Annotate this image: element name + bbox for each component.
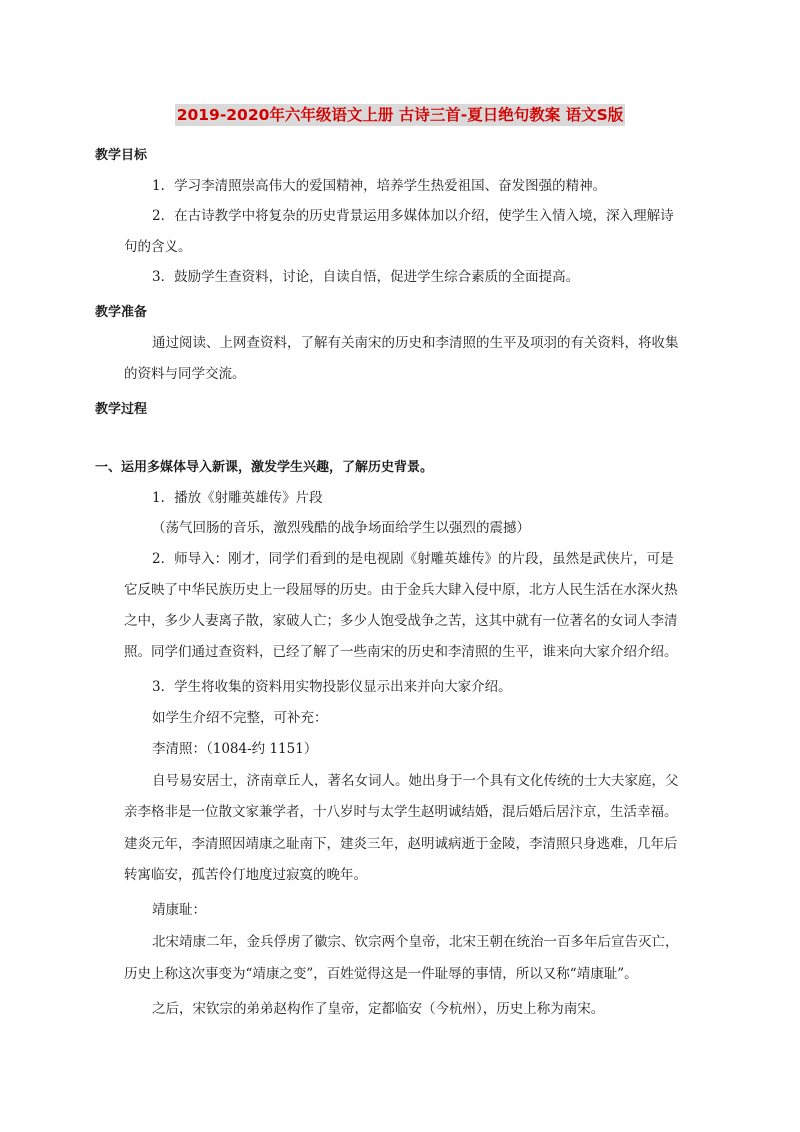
prep-line-1: 通过阅读、上网查资料，了解有关南宋的历史和李清照的生平及项羽的有关资料，将收集 (152, 335, 679, 351)
body-line: 转寓临安，孤苦伶仃地度过寂寞的晚年。 (124, 867, 367, 883)
heading-goals: 教学目标 (95, 148, 148, 163)
goal-line-1: 1．学习李清照崇高伟大的爱国精神，培养学生热爱祖国、奋发图强的精神。 (152, 178, 607, 194)
body-line: 之后，宋钦宗的弟弟赵构作了皇帝，定都临安（今杭州），历史上称为南宋。 (152, 1001, 605, 1017)
body-line: 李清照：（1084-约 1151） (152, 741, 318, 757)
body-line: 1．播放《射雕英雄传》片段 (152, 490, 323, 506)
body-line: 3．学生将收集的资料用实物投影仪显示出来并向大家介绍。 (152, 679, 512, 695)
goal-line-3: 句的含义。 (124, 239, 192, 255)
body-line: 北宋靖康二年，金兵俘虏了徽宗、钦宗两个皇帝，北宋王朝在统治一百多年后宣告灭亡， (152, 934, 679, 950)
heading-process: 教学过程 (95, 402, 148, 417)
body-line: 建炎元年，李清照因靖康之耻南下，建炎三年，赵明诚病逝于金陵，李清照只身逃难，几年后 (124, 836, 678, 852)
title-wrap (0, 104, 800, 126)
goal-line-2: 2．在古诗教学中将复杂的历史背景运用多媒体加以介绍，使学生入情入境，深入理解诗 (152, 208, 674, 224)
body-line: 照。同学们通过查资料，已经了解了一些南宋的历史和李清照的生平，谁来向大家介绍介绍。 (124, 644, 678, 660)
prep-line-2: 的资料与同学交流。 (124, 366, 246, 382)
body-line: 如学生介绍不完整，可补充： (152, 710, 328, 726)
heading-prep: 教学准备 (95, 305, 148, 320)
body-line: 2．师导入：刚才，同学们看到的是电视剧《射雕英雄传》的片段，虽然是武侠片，可是 (152, 551, 674, 567)
body-line: 它反映了中华民族历史上一段屈辱的历史。由于金兵大肆入侵中原，北方人民生活在水深火热 (124, 582, 678, 598)
body-line: （荡气回肠的音乐，激烈残酷的战争场面给学生以强烈的震撼） (152, 520, 530, 536)
body-line: 靖康耻： (152, 902, 206, 918)
body-line: 亲李格非是一位散文家兼学者，十八岁时与太学生赵明诚结婚，混后婚后居汴京，生活幸福。 (124, 804, 678, 820)
body-line: 自号易安居士，济南章丘人，著名女词人。她出身于一个具有文化传统的士大夫家庭，父 (152, 773, 679, 789)
body-line: 之中，多少人妻离子散，家破人亡；多少人饱受战争之苦，这其中就有一位著名的女词人李清 (124, 613, 678, 629)
step1-heading: 一、运用多媒体导入新课，激发学生兴趣，了解历史背景。 (95, 460, 434, 475)
body-line: 历史上称这次事变为“靖康之变”，百姓觉得这是一件耻辱的事情，所以又称“靖康耻”。 (124, 966, 638, 982)
goal-line-4: 3．鼓励学生查资料，讨论，自读自悟，促进学生综合素质的全面提高。 (152, 269, 580, 285)
document-title: 2019-2020年六年级语文上册 古诗三首-夏日绝句教案 语文S版 (176, 106, 624, 124)
